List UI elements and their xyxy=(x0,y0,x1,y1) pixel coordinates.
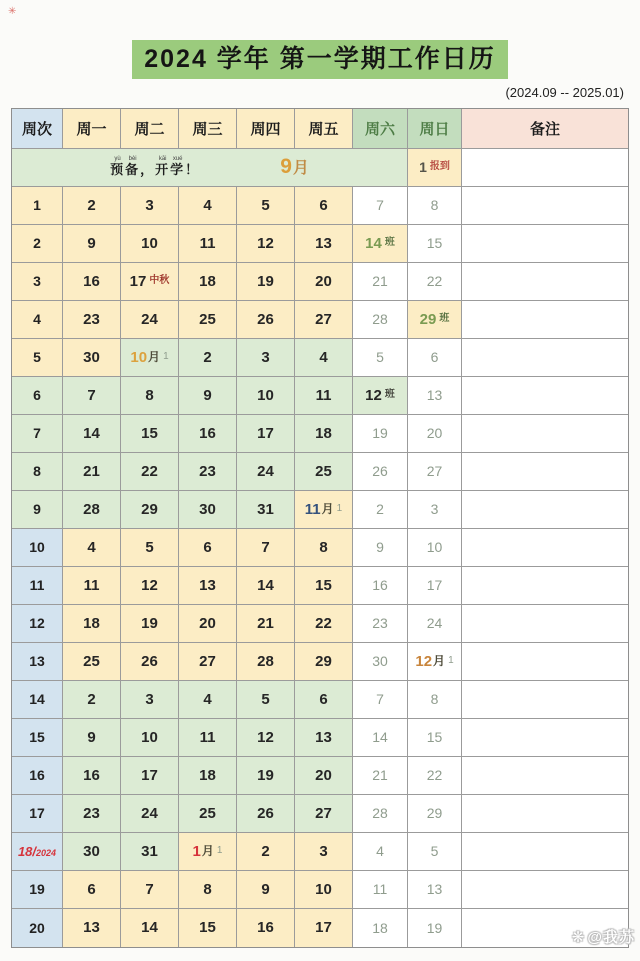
watermark xyxy=(572,926,635,947)
day-cell: 10 xyxy=(295,871,353,909)
day-cell: 20 xyxy=(295,757,353,795)
note-cell xyxy=(462,643,628,681)
day-cell: 4 xyxy=(295,339,353,377)
day-cell: 27 xyxy=(408,453,462,491)
day-cell: 8 xyxy=(179,871,237,909)
day-cell: 2 xyxy=(237,833,295,871)
day-cell: 15 xyxy=(295,567,353,605)
day-cell: 19 xyxy=(121,605,179,643)
day-cell: 31 xyxy=(237,491,295,529)
calendar-table xyxy=(11,108,629,948)
week-number-cell: 11 xyxy=(12,567,63,605)
note-cell xyxy=(462,187,628,225)
day-cell: 4 xyxy=(353,833,408,871)
day-cell: 31 xyxy=(121,833,179,871)
day-cell: 26 xyxy=(237,795,295,833)
header-mon: 周一 xyxy=(63,109,121,149)
day-cell: 9 xyxy=(237,871,295,909)
day-cell: 10 xyxy=(408,529,462,567)
day-cell: 12 xyxy=(237,225,295,263)
day-cell: 23 xyxy=(63,301,121,339)
month-label: 9月 xyxy=(280,155,309,179)
day-cell: 16 xyxy=(237,909,295,947)
day-cell: 5 xyxy=(237,187,295,225)
day-cell: 27 xyxy=(295,795,353,833)
day-cell: 18 xyxy=(353,909,408,947)
week-number-cell: 16 xyxy=(12,757,63,795)
week-number-cell: 13 xyxy=(12,643,63,681)
day-cell: 3 xyxy=(121,681,179,719)
day-cell: 29 xyxy=(295,643,353,681)
day-cell: 25 xyxy=(295,453,353,491)
calendar-row xyxy=(12,909,628,947)
week-number-cell: 8 xyxy=(12,453,63,491)
day-cell: 11 xyxy=(295,377,353,415)
day-cell: 10 月 1 xyxy=(121,339,179,377)
calendar-row xyxy=(12,567,628,605)
day-cell: 24 xyxy=(237,453,295,491)
header-row xyxy=(12,109,628,149)
title-wrap xyxy=(0,0,640,79)
day-cell: 4 xyxy=(179,681,237,719)
day-cell: 18 xyxy=(295,415,353,453)
note-cell xyxy=(462,491,628,529)
note-cell xyxy=(462,795,628,833)
day-cell: 18 xyxy=(63,605,121,643)
day-cell: 27 xyxy=(295,301,353,339)
day-cell: 8 xyxy=(295,529,353,567)
day-cell: 25 xyxy=(179,301,237,339)
calendar-row xyxy=(12,681,628,719)
week-number-cell: 4 xyxy=(12,301,63,339)
day-cell: 5 xyxy=(237,681,295,719)
calendar-row xyxy=(12,529,628,567)
calendar-row xyxy=(12,263,628,301)
calendar-row xyxy=(12,491,628,529)
week-number-cell: 2 xyxy=(12,225,63,263)
day-cell: 11 xyxy=(353,871,408,909)
day-cell: 28 xyxy=(63,491,121,529)
note-cell xyxy=(462,301,628,339)
day-cell: 13 xyxy=(408,871,462,909)
day-cell: 21 xyxy=(63,453,121,491)
day-cell: 30 xyxy=(63,833,121,871)
week-number-cell: 1 xyxy=(12,187,63,225)
day-cell: 6 xyxy=(408,339,462,377)
watermark-logo-icon: ❋ xyxy=(571,929,586,946)
day-cell: 21 xyxy=(353,263,408,301)
day-cell: 17 xyxy=(295,909,353,947)
day-cell: 18 xyxy=(179,263,237,301)
day-cell: 30 xyxy=(179,491,237,529)
day-cell: 9 xyxy=(63,719,121,757)
note-cell xyxy=(462,415,628,453)
header-tue: 周二 xyxy=(121,109,179,149)
day-cell: 7 xyxy=(353,187,408,225)
week-number-cell: 7 xyxy=(12,415,63,453)
week-number-cell: 12 xyxy=(12,605,63,643)
day-cell: 11 xyxy=(63,567,121,605)
day-cell: 17 xyxy=(237,415,295,453)
day-cell: 8 xyxy=(408,681,462,719)
calendar-row xyxy=(12,339,628,377)
day-cell: 28 xyxy=(237,643,295,681)
calendar-row xyxy=(12,453,628,491)
header-fri: 周五 xyxy=(295,109,353,149)
calendar-row xyxy=(12,225,628,263)
day-cell: 23 xyxy=(179,453,237,491)
day-cell: 22 xyxy=(408,263,462,301)
day-cell: 26 xyxy=(121,643,179,681)
day-cell: 6 xyxy=(295,187,353,225)
note-cell xyxy=(462,719,628,757)
registration-day-cell: 1 报到 xyxy=(408,149,462,187)
calendar-row xyxy=(12,187,628,225)
day-cell: 19 xyxy=(237,263,295,301)
week-number-cell: 14 xyxy=(12,681,63,719)
day-cell: 6 xyxy=(63,871,121,909)
day-cell: 19 xyxy=(408,909,462,947)
note-cell xyxy=(462,681,628,719)
calendar-row xyxy=(12,757,628,795)
week-number-cell: 20 xyxy=(12,909,63,947)
day-cell: 13 xyxy=(179,567,237,605)
calendar-row xyxy=(12,871,628,909)
day-cell: 2 xyxy=(179,339,237,377)
note-cell xyxy=(462,453,628,491)
calendar-row xyxy=(12,301,628,339)
day-cell: 12 月 1 xyxy=(408,643,462,681)
day-cell: 19 xyxy=(237,757,295,795)
header-wed: 周三 xyxy=(179,109,237,149)
day-cell: 7 xyxy=(237,529,295,567)
day-cell: 1 月 1 xyxy=(179,833,237,871)
day-cell: 4 xyxy=(63,529,121,567)
day-cell: 23 xyxy=(353,605,408,643)
day-cell: 29 xyxy=(408,795,462,833)
calendar-row xyxy=(12,377,628,415)
day-cell: 14 班 xyxy=(353,225,408,263)
day-cell: 24 xyxy=(408,605,462,643)
week-number-cell: 3 xyxy=(12,263,63,301)
day-cell: 17 xyxy=(121,757,179,795)
day-cell: 9 xyxy=(179,377,237,415)
day-cell: 5 xyxy=(121,529,179,567)
day-cell: 3 xyxy=(121,187,179,225)
day-cell: 14 xyxy=(63,415,121,453)
day-cell: 17 中秋 xyxy=(121,263,179,301)
day-cell: 16 xyxy=(63,263,121,301)
day-cell: 8 xyxy=(408,187,462,225)
day-cell: 30 xyxy=(63,339,121,377)
day-cell: 23 xyxy=(63,795,121,833)
day-cell: 22 xyxy=(121,453,179,491)
day-cell: 7 xyxy=(121,871,179,909)
day-cell: 29 xyxy=(121,491,179,529)
header-week-no: 周次 xyxy=(12,109,63,149)
day-cell: 29 班 xyxy=(408,301,462,339)
day-cell: 11 xyxy=(179,719,237,757)
calendar-row xyxy=(12,833,628,871)
note-cell xyxy=(462,263,628,301)
day-cell: 6 xyxy=(295,681,353,719)
day-cell: 18 xyxy=(179,757,237,795)
day-cell: 16 xyxy=(63,757,121,795)
day-cell: 25 xyxy=(179,795,237,833)
note-cell xyxy=(462,149,628,187)
week-number-cell: 5 xyxy=(12,339,63,377)
day-cell: 22 xyxy=(295,605,353,643)
day-cell: 21 xyxy=(237,605,295,643)
day-cell: 20 xyxy=(295,263,353,301)
calendar-row xyxy=(12,643,628,681)
note-cell xyxy=(462,529,628,567)
day-cell: 25 xyxy=(63,643,121,681)
note-cell xyxy=(462,339,628,377)
day-cell: 4 xyxy=(179,187,237,225)
day-cell: 9 xyxy=(63,225,121,263)
day-cell: 24 xyxy=(121,301,179,339)
day-cell: 14 xyxy=(121,909,179,947)
month-banner-row xyxy=(12,149,628,187)
day-cell: 19 xyxy=(353,415,408,453)
day-cell: 10 xyxy=(121,719,179,757)
day-cell: 6 xyxy=(179,529,237,567)
day-cell: 13 xyxy=(408,377,462,415)
note-cell xyxy=(462,871,628,909)
header-thu: 周四 xyxy=(237,109,295,149)
day-cell: 21 xyxy=(353,757,408,795)
week-number-cell: 6 xyxy=(12,377,63,415)
calendar-row xyxy=(12,415,628,453)
note-cell xyxy=(462,225,628,263)
day-cell: 2 xyxy=(63,681,121,719)
note-cell xyxy=(462,567,628,605)
header-sat: 周六 xyxy=(353,109,408,149)
day-cell: 26 xyxy=(353,453,408,491)
day-cell: 26 xyxy=(237,301,295,339)
day-cell: 7 xyxy=(353,681,408,719)
page-title: 2024 学年 第一学期工作日历 xyxy=(132,40,508,79)
day-cell: 13 xyxy=(295,225,353,263)
day-cell: 27 xyxy=(179,643,237,681)
day-cell: 15 xyxy=(408,719,462,757)
day-cell: 3 xyxy=(408,491,462,529)
day-cell: 13 xyxy=(295,719,353,757)
day-cell: 7 xyxy=(63,377,121,415)
day-cell: 22 xyxy=(408,757,462,795)
day-cell: 3 xyxy=(237,339,295,377)
day-cell: 28 xyxy=(353,301,408,339)
day-cell: 20 xyxy=(408,415,462,453)
note-cell xyxy=(462,377,628,415)
day-cell: 11 月 1 xyxy=(295,491,353,529)
day-cell: 28 xyxy=(353,795,408,833)
week-number-cell: 10 xyxy=(12,529,63,567)
day-cell: 15 xyxy=(408,225,462,263)
header-sun: 周日 xyxy=(408,109,462,149)
week-number-cell: 18/2024 xyxy=(12,833,63,871)
day-cell: 5 xyxy=(408,833,462,871)
note-cell xyxy=(462,605,628,643)
day-cell: 14 xyxy=(237,567,295,605)
date-range: (2024.09 -- 2025.01) xyxy=(505,84,624,100)
day-cell: 2 xyxy=(63,187,121,225)
week-number-cell: 17 xyxy=(12,795,63,833)
week-number-cell: 9 xyxy=(12,491,63,529)
day-cell: 12 xyxy=(237,719,295,757)
day-cell: 16 xyxy=(353,567,408,605)
corner-mark-icon: ✳ xyxy=(8,6,17,17)
day-cell: 24 xyxy=(121,795,179,833)
day-cell: 15 xyxy=(121,415,179,453)
greeting-text: 预yù备bèi，开kāi学xué！ xyxy=(110,156,201,178)
day-cell: 10 xyxy=(237,377,295,415)
day-cell: 30 xyxy=(353,643,408,681)
day-cell: 11 xyxy=(179,225,237,263)
day-cell: 5 xyxy=(353,339,408,377)
day-cell: 12 xyxy=(121,567,179,605)
day-cell: 17 xyxy=(408,567,462,605)
week-number-cell: 15 xyxy=(12,719,63,757)
calendar-row xyxy=(12,605,628,643)
day-cell: 14 xyxy=(353,719,408,757)
day-cell: 12 班 xyxy=(353,377,408,415)
day-cell: 20 xyxy=(179,605,237,643)
day-cell: 13 xyxy=(63,909,121,947)
september-banner xyxy=(12,149,408,187)
calendar-row xyxy=(12,719,628,757)
day-cell: 10 xyxy=(121,225,179,263)
day-cell: 15 xyxy=(179,909,237,947)
day-cell: 2 xyxy=(353,491,408,529)
calendar-row xyxy=(12,795,628,833)
day-cell: 9 xyxy=(353,529,408,567)
note-cell xyxy=(462,757,628,795)
watermark-text: @我苏 xyxy=(587,929,635,946)
day-cell: 16 xyxy=(179,415,237,453)
day-cell: 3 xyxy=(295,833,353,871)
note-cell xyxy=(462,833,628,871)
day-cell: 8 xyxy=(121,377,179,415)
header-notes: 备注 xyxy=(462,109,628,149)
week-number-cell: 19 xyxy=(12,871,63,909)
